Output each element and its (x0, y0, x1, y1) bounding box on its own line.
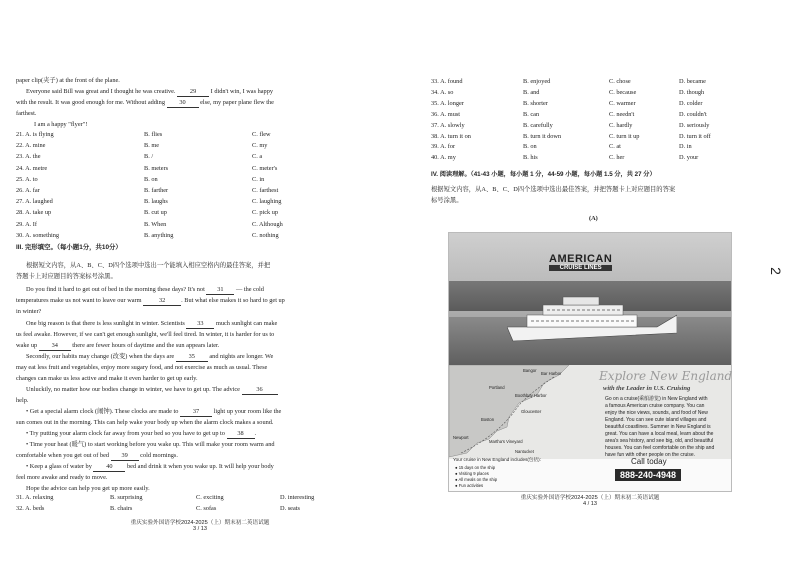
passage-label: (A) (589, 215, 598, 222)
map-label: Bar Harbor (541, 371, 562, 376)
passage-line: feel more awake and ready to move. (16, 474, 108, 481)
bullet-icon: ● (455, 483, 459, 488)
option: C. laughing (252, 198, 282, 206)
option: C. exciting (196, 494, 224, 501)
description-line: England. You can see cute island villages and (605, 417, 707, 423)
option: C. hardly (609, 121, 633, 129)
option: B. When (144, 220, 167, 228)
option: 36. A. must (431, 110, 461, 118)
passage-line: Unluckily, no matter how our bodies change in winter, we have to get up. The advice 36 (26, 386, 278, 395)
call-label: Call today (631, 457, 667, 466)
option: B. laughs (144, 198, 168, 206)
passage-line: Do you find it hard to get out of bed in the morning these days? It's not 31 — the cold (26, 286, 264, 295)
map-label: Portland (489, 385, 505, 390)
option: D. turn it off (679, 132, 711, 140)
option: B. cut up (144, 209, 167, 217)
section-4-instruction: 根据短文内容，从A、B、C、D四个选项中选出最佳答案，并把答题卡上对应题目的答案 (431, 186, 676, 193)
option: C. nothing (252, 231, 279, 239)
option: C. sofas (196, 505, 217, 512)
option: B. surprising (110, 494, 143, 501)
brand-top: AMERICAN (549, 253, 613, 265)
passage-line: may eat less fruit and vegetables, enjoy more sugary food, and not exercise as much as usual. These (16, 364, 268, 371)
bullet-icon: ● (455, 465, 459, 470)
option: 29. A. If (16, 220, 37, 228)
map-label: Boothbay Harbor (515, 393, 547, 398)
blank-33: 33 (186, 320, 214, 329)
section-4-title: IV. 阅读理解。（41-43 小题，每小题 1 分，44-59 小题，每小题 1.5 分，共 27 分） (431, 171, 656, 178)
option: B. chairs (110, 505, 133, 512)
option: 23. A. the (16, 153, 41, 161)
description-line: Go on a cruise(乘船游览) in New England with (605, 396, 708, 402)
blank-30: 30 (167, 99, 199, 108)
ship-icon (507, 293, 677, 345)
option: C. Although (252, 220, 283, 228)
passage-line: Secondly, our habits may change (改变) when the days are 35 and nights are longer. We (26, 353, 273, 362)
passage-line: help. (16, 397, 29, 404)
option: C. her (609, 154, 625, 162)
blank-29: 29 (177, 88, 209, 97)
brand-bottom: CRUISE LINES (549, 265, 612, 271)
option: 25. A. to (16, 175, 38, 183)
map-label: Newport (453, 435, 469, 440)
bullet-icon: ● (455, 477, 459, 482)
include-item (455, 477, 497, 482)
cruise-photo (449, 233, 731, 365)
option: 35. A. longer (431, 99, 464, 107)
map-area (449, 365, 731, 465)
tagline: with the Leader in U.S. Cruising (603, 385, 691, 392)
option: B. farther (144, 187, 169, 194)
blank-32: 32 (143, 297, 181, 306)
cruise-advertisement (448, 232, 732, 492)
option: B. / (144, 153, 154, 161)
description-line: houses. You can feel comfortable on the ship and (605, 445, 715, 451)
passage-line: temperatures make us not want to leave our warm 32 . But what else makes it so hard to get up (16, 297, 285, 306)
option: C. my (252, 142, 268, 150)
include-item (455, 465, 495, 470)
option: 33. A. found (431, 78, 463, 85)
intro-line: farthest. (16, 110, 37, 117)
section-3-instruction: 答题卡上对应题目的答案标号涂黑。 (16, 273, 117, 280)
section-3-instruction: 根据短文内容，从A、B、C、D四个选项中选出一个能填入相应空格内的最佳答案，并把 (26, 262, 271, 269)
intro-line: paper clip(夹子) at the front of the plane. (16, 77, 120, 84)
footer-title: 重庆实验外国语学校2024-2025（上）期末初二英语试题 (130, 520, 270, 526)
option: B. meters (144, 164, 169, 172)
option: C. at (609, 143, 621, 151)
passage-line: • Keep a glass of water by 40 bed and drink it when you wake up. It will help your body (26, 463, 274, 472)
blank-35: 35 (176, 353, 208, 362)
ad-description (605, 396, 714, 459)
option: B. his (523, 154, 538, 162)
option: D. your (679, 154, 699, 162)
description-line: enjoy the nice views, sounds, and food of New (605, 410, 708, 416)
passage-line: us feel awake. However, if we can't get enough sunlight, we'll feel tired. In winter, it is harder for us to (16, 331, 275, 338)
option: C. turn it up (609, 132, 640, 140)
include-item (455, 471, 489, 476)
description-line: a famous American cruise company. You can (605, 403, 705, 409)
passage-line: sun comes out in the morning. This can help wake your body up when the alarm clock makes a sound. (16, 419, 274, 426)
option: C. meter's (252, 164, 278, 172)
map-label: Nantucket (515, 449, 534, 454)
blank-37: 37 (180, 408, 212, 417)
passage-line: Hope the advice can help you get up more easily. (26, 485, 150, 492)
option: C. needn't (609, 110, 635, 118)
option: 32. A. beds (16, 505, 45, 512)
blank-34: 34 (39, 342, 71, 351)
include-label: All meals on the ship (458, 477, 498, 482)
option: 26. A. far (16, 187, 40, 194)
blank-36: 36 (242, 386, 278, 395)
blank-40: 40 (93, 463, 125, 472)
option: 22. A. mine (16, 142, 46, 150)
description-line: great. You can have a local meal, learn about the (605, 431, 714, 437)
option: 21. A. is flying (16, 131, 54, 138)
option: C. farthest (252, 187, 279, 194)
option: C. chose (609, 78, 631, 85)
includes-title: Your cruise in New England includes(包括): (453, 457, 541, 462)
option: B. shorter (523, 99, 548, 107)
option: B. me (144, 142, 160, 150)
footer-page-right: 4 / 13 (583, 501, 597, 507)
include-label: 15 days on the ship (458, 465, 496, 470)
passage-line: One big reason is that there is less sunlight in winter. Scientists 33 much sunlight can make (26, 320, 277, 329)
include-item (455, 483, 483, 488)
option: 28. A. take up (16, 209, 52, 217)
option: B. anything (144, 231, 174, 239)
passage-line: changes can make us less active and make it even harder to get up early. (16, 375, 198, 382)
passage-line: in winter? (16, 308, 42, 315)
blank-39: 39 (111, 452, 139, 461)
option: D. seriously (679, 121, 710, 129)
option: D. became (679, 78, 706, 85)
map-label: Bangor (523, 368, 537, 373)
option: D. interesting (280, 494, 315, 501)
blank-38: 38 (227, 430, 255, 439)
option: 37. A. slowly (431, 121, 465, 129)
option: 31. A. relaxing (16, 494, 54, 501)
passage-line: • Try putting your alarm clock far away from your bed so you have to get up to 38 . (26, 430, 256, 439)
description-line: area's sea history, and see big, old, and beautiful (605, 438, 714, 444)
coast-map (449, 365, 569, 465)
option: B. can (523, 110, 540, 118)
option: 38. A. turn it on (431, 132, 471, 140)
side-page-number: 2 (767, 267, 784, 275)
option: B. turn it down (523, 132, 562, 140)
map-label: Gloucester (521, 409, 542, 414)
footer-page: 3 / 13 (193, 526, 207, 532)
cruise-logo (549, 253, 612, 271)
option: C. pick up (252, 209, 279, 217)
include-label: Fun activities (458, 483, 484, 488)
option: 27. A. laughed (16, 198, 53, 206)
intro-line: Everyone said Bill was great and I thought he was creative. 29 I didn't win, I was happy (26, 88, 273, 97)
option: C. warmer (609, 99, 636, 107)
option: D. colder (679, 99, 703, 107)
map-label: Boston (481, 417, 495, 422)
option: C. because (609, 88, 637, 96)
option: 30. A. something (16, 231, 60, 239)
option: B. on (523, 143, 537, 151)
map-label: Martha's Vineyard (489, 439, 523, 444)
include-label: Visiting 9 places (458, 471, 489, 476)
option: D. couldn't (679, 110, 707, 118)
footer-title-right: 重庆实验外国语学校2024-2025（上）期末初二英语试题 (520, 495, 660, 501)
option: D. in (679, 143, 692, 151)
option: D. seats (280, 505, 300, 512)
option: 24. A. metre (16, 164, 48, 172)
option: B. and (523, 88, 540, 96)
script-title: Explore New England (599, 369, 733, 383)
description-line: beautiful coastlines. Summer in New England is (605, 424, 711, 430)
passage-line: wake up 34 there are fewer hours of daytime and the sun appears later. (16, 342, 219, 351)
passage-line: • Get a special alarm clock (闹钟). These clocks are made to 37 light up your room like the (26, 408, 281, 417)
option: D. though (679, 88, 705, 96)
option: C. flew (252, 131, 271, 138)
blank-31: 31 (206, 286, 234, 295)
option: B. carefully (523, 121, 553, 129)
description-line: have fun with other people on the cruise. (605, 452, 696, 458)
passage-line: • Time your heat (暖气) to start working before you wake up. This will make your room warm and (26, 441, 275, 448)
intro-line: with the result. It was good enough for me. Without adding 30 else, my paper plane flew the (16, 99, 274, 108)
option: 39. A. for (431, 143, 456, 151)
option: B. flies (144, 131, 163, 138)
option: 34. A. so (431, 88, 454, 96)
phone-number: 888-240-4948 (615, 469, 681, 481)
option: C. in (252, 175, 265, 183)
option: 40. A. my (431, 154, 456, 162)
option: C. a (252, 153, 263, 161)
section-3-title: III. 完形填空。（每小题1分，共10分） (16, 244, 122, 251)
passage-line: comfortable when you get out of bed 39 cold mornings. (16, 452, 178, 461)
section-4-instruction: 标号涂黑。 (431, 197, 463, 204)
ad-bottom (449, 459, 731, 491)
bullet-icon: ● (455, 471, 459, 476)
option: B. enjoyed (523, 78, 551, 85)
option: B. on (144, 175, 158, 183)
intro-line: I am a happy "flyer"! (34, 121, 88, 128)
